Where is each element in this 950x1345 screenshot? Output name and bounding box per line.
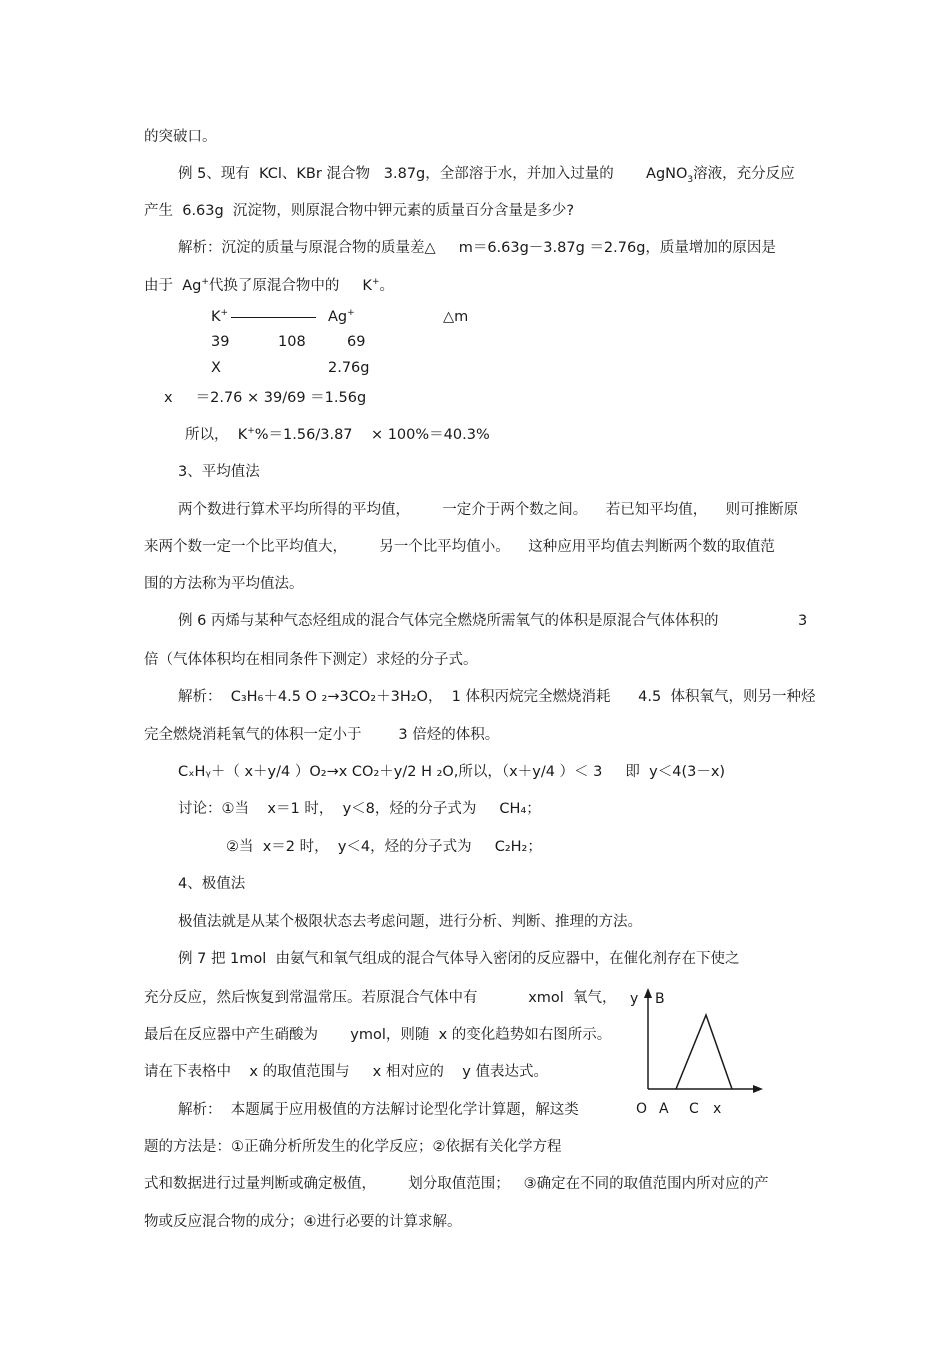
analysis5-line1: 解析：沉淀的质量与原混合物的质量差△ m＝6.63g－3.87g ＝2.76g，质量增加的原因是 xyxy=(178,240,776,256)
rel-39: 39 xyxy=(211,334,230,350)
rel-k: K+ xyxy=(211,308,229,325)
trend-diagram xyxy=(630,985,771,1120)
y-label: y xyxy=(630,991,639,1007)
analysis7-line3: 式和数据进行过量判断或确定极值， 划分取值范围； ③确定在不同的取值范围内所对应的产 xyxy=(144,1176,769,1192)
section-3-title: 3、平均值法 xyxy=(178,464,260,480)
example6-line1-num: 3 xyxy=(798,613,808,629)
section-3-p2: 来两个数一定一个比平均值大， 另一个比平均值小。 这种应用平均值去判断两个数的取值范 xyxy=(144,539,775,555)
rel-ag: Ag+ xyxy=(328,308,355,325)
analysis7-line4: 物或反应混合物的成分；④进行必要的计算求解。 xyxy=(144,1214,462,1230)
example6-line1: 例 6 丙烯与某种气态烃组成的混合气体完全燃烧所需氧气的体积是原混合气体体积的 xyxy=(178,613,719,629)
discussion-2: ②当 x＝2 时， y＜4，烃的分子式为 C₂H₂； xyxy=(226,839,542,855)
example7-line3: 最后在反应器中产生硝酸为 ymol，则随 x 的变化趋势如右图所示。 xyxy=(144,1027,612,1043)
section-4-title: 4、极值法 xyxy=(178,876,246,892)
analysis5-line2: 由于 Ag+代换了原混合物中的 K+。 xyxy=(144,277,394,294)
discussion-1: 讨论：①当 x＝1 时， y＜8，烃的分子式为 CH₄； xyxy=(178,801,541,817)
trend-line xyxy=(676,1015,732,1089)
example5-line1: 例 5、现有 KCl、KBr 混合物 3.87g，全部溶于水，并加入过量的 AgNO$_3$溶液，充分反应 xyxy=(178,166,795,185)
y-axis-arrow xyxy=(644,988,652,998)
rel-69: 69 xyxy=(347,334,366,350)
analysis6-line1: 解析： C₃H₆＋4.5 O ₂→3CO₂＋3H₂O， 1 体积丙烷完全燃烧消耗 4.5 体积氧气，则另一种烃 xyxy=(178,689,816,705)
a-label: A xyxy=(659,1101,669,1117)
rel-delta-m: △m xyxy=(443,309,469,325)
x-label: x xyxy=(713,1101,722,1117)
example6-line2: 倍（气体体积均在相同条件下测定）求烃的分子式。 xyxy=(144,652,478,668)
example7-line4: 请在下表格中 x 的取值范围与 x 相对应的 y 值表达式。 xyxy=(144,1064,548,1080)
example5-line2: 产生 6.63g 沉淀物，则原混合物中钾元素的质量百分含量是多少? xyxy=(144,203,575,219)
analysis6-line2: 完全燃烧消耗氧气的体积一定小于 3 倍烃的体积。 xyxy=(144,727,500,743)
example7-line2: 充分反应，然后恢复到常温常压。若原混合气体中有 xmol 氧气， xyxy=(144,990,617,1006)
rel-276: 2.76g xyxy=(328,360,370,376)
c-label: C xyxy=(689,1101,699,1117)
rel-108: 108 xyxy=(278,334,306,350)
calc-x: x ＝2.76 × 39/69 ＝1.56g xyxy=(164,390,367,406)
section-3-p3: 围的方法称为平均值法。 xyxy=(144,576,304,592)
o-label: O xyxy=(636,1101,648,1117)
example7-line1: 例 7 把 1mol 由氨气和氧气组成的混合气体导入密闭的反应器中，在催化剂存在下使之 xyxy=(178,951,740,967)
analysis6-line3: CₓHᵧ＋（ x＋y/4 ）O₂→x CO₂＋y/2 H ₂O,所以，（x＋y/4 ）＜ 3 即 y＜4(3－x) xyxy=(178,764,726,780)
rel-dash xyxy=(231,317,316,318)
b-label: B xyxy=(655,991,665,1007)
rel-x: X xyxy=(211,360,221,376)
line-1: 的突破口。 xyxy=(144,129,217,145)
section-4-p1: 极值法就是从某个极限状态去考虑问题，进行分析、判断、推理的方法。 xyxy=(178,914,642,930)
x-axis-arrow xyxy=(753,1085,763,1093)
analysis7-line2: 题的方法是：①正确分析所发生的化学反应；②依据有关化学方程 xyxy=(144,1139,562,1155)
analysis7-line1: 解析： 本题属于应用极值的方法解讨论型化学计算题，解这类 xyxy=(178,1102,579,1118)
calc-k-percent: 所以， K+%＝1.56/3.87 × 100%＝40.3% xyxy=(185,426,490,443)
section-3-p1: 两个数进行算术平均所得的平均值， 一定介于两个数之间。 若已知平均值， 则可推断原 xyxy=(178,502,799,518)
